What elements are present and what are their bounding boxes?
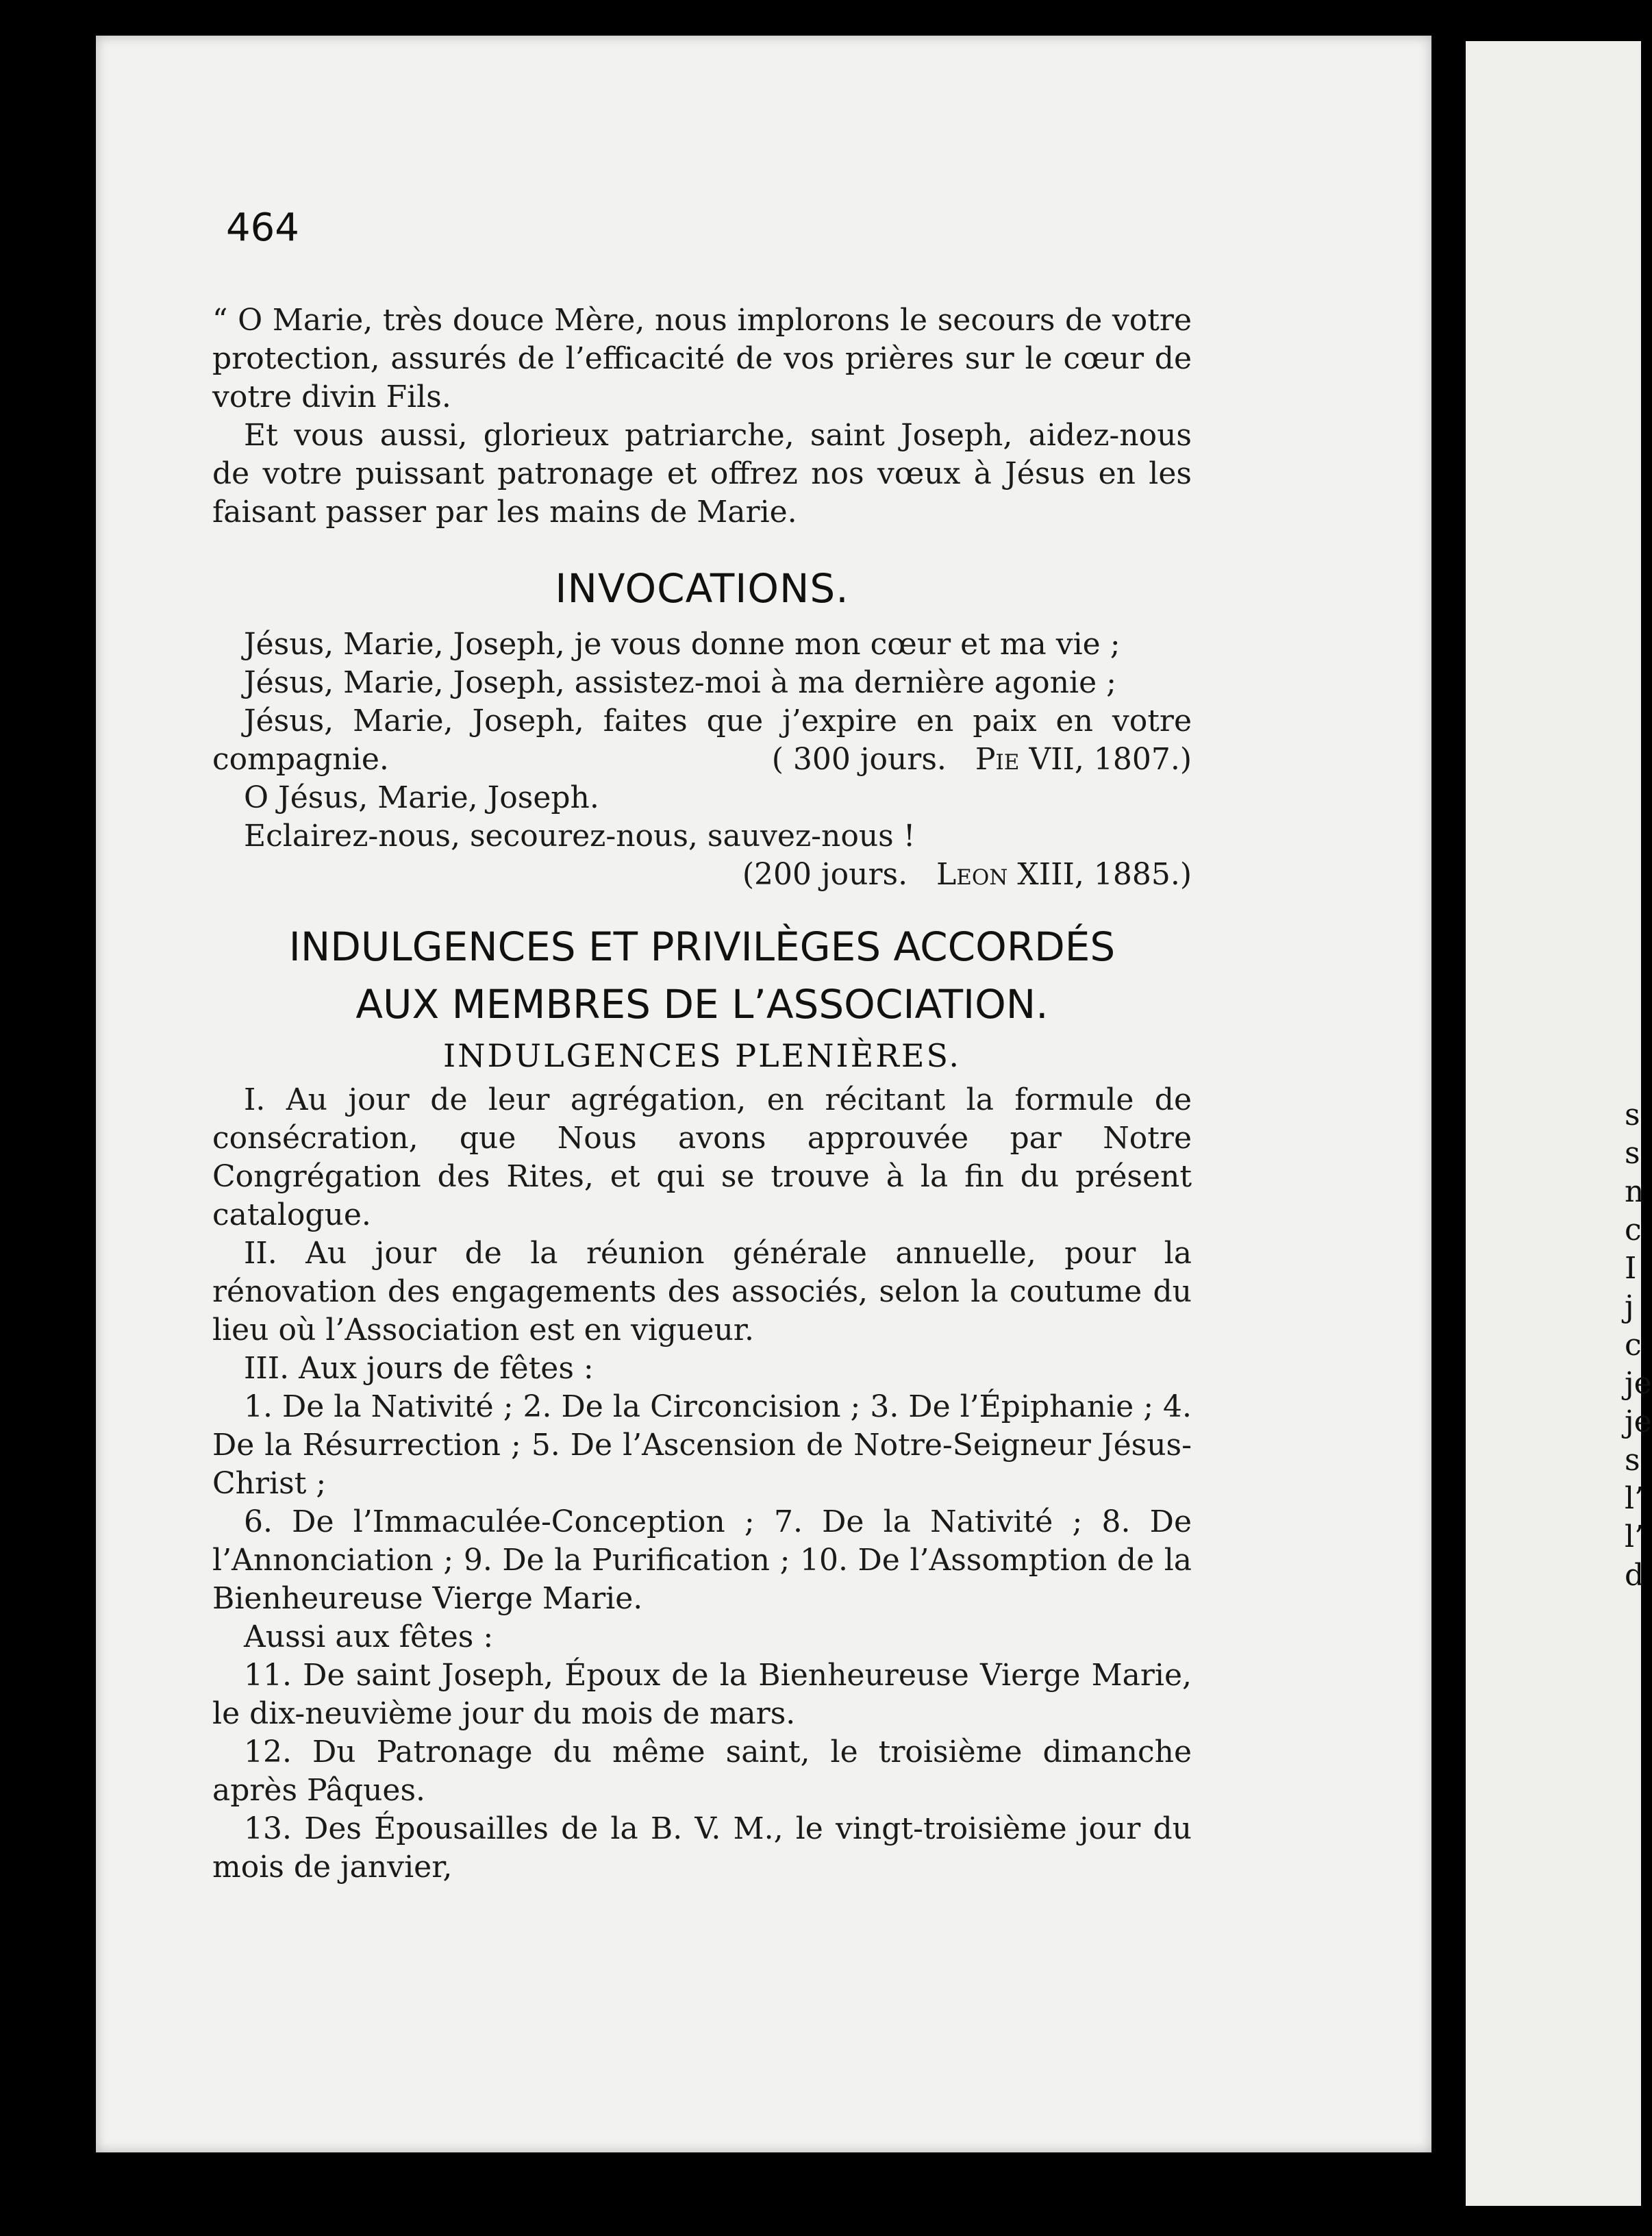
indulgences-subtitle: INDULGENCES PLENIÈRES. [443,1037,961,1074]
adjacent-page-letter: s [1625,1443,1640,1478]
adjacent-page-letters [1625,1096,1652,1595]
invocations-title: INVOCATIONS. [555,565,849,612]
indulgence-item-12: 12. Du Patronage du même saint, le troisième dimanche après Pâques. [212,1735,1192,1808]
invocation-line-3: Jésus, Marie, Joseph, faites que j’expire en paix en votre compagnie. [212,704,1192,777]
source-1-pope: Pie [975,742,1020,777]
adjacent-page-edge [1466,41,1641,2206]
prayer-paragraph-1: “ O Marie, très douce Mère, nous implorons le secours de votre protection, assurés de l’efficacité de vos prières sur le cœur de votre divin Fils. [212,303,1192,414]
invocation-line-4: O Jésus, Marie, Joseph. [244,780,599,815]
adjacent-page-letter: d [1625,1558,1644,1593]
prayer-section [212,301,1192,532]
source-1-days: ( 300 jours. [771,742,947,777]
adjacent-page-letter: s [1625,1097,1640,1132]
invocations-section [212,565,1192,894]
prayer-paragraph-2: Et vous aussi, glorieux patriarche, saint Joseph, aidez-nous de votre puissant patronage et offrez nos vœux à Jésus en les faisant passer par les mains de Marie. [212,418,1192,530]
indulgence-item-13: 13. Des Épousailles de la B. V. M., le vingt-troisième jour du mois de janvier, [212,1811,1192,1885]
source-1-rest: VII, 1807.) [1019,742,1192,777]
invocation-source-2 [212,856,1192,894]
adjacent-page-letter: je [1625,1404,1652,1439]
adjacent-page-letter: c [1625,1328,1642,1363]
indulgence-item-1: I. Au jour de leur agrégation, en récitant la formule de consécration, que Nous avons approuvée par Notre Congrégation des Rites, et qui se trouve à la fin du présent catalogue. [212,1082,1192,1232]
indulgences-title-line-2: AUX MEMBRES DE L’ASSOCIATION. [355,981,1049,1028]
adjacent-page-letter: s [1625,1136,1640,1171]
indulgence-item-3: III. Aux jours de fêtes : [244,1351,594,1386]
indulgences-section [212,918,1192,1887]
adjacent-page-letter: l’ [1625,1481,1644,1516]
adjacent-page-letter: n [1625,1174,1644,1209]
invocation-line-5: Eclairez-nous, secourez-nous, sauvez-nous ! [244,819,916,854]
indulgence-item-3b: 6. De l’Immaculée-Conception ; 7. De la Nativité ; 8. De l’Annonciation ; 9. De la Purification ; 10. De l’Assomption de la Bienheureuse Vierge Marie. [212,1504,1192,1616]
source-2-rest: XIII, 1885.) [1008,857,1192,892]
adjacent-page-letter: l’ [1625,1519,1644,1554]
adjacent-page-letter: j [1625,1289,1634,1324]
page-number: 464 [226,206,299,250]
source-2-days: (200 jours. [742,857,908,892]
indulgence-item-11: 11. De saint Joseph, Époux de la Bienheureuse Vierge Marie, le dix-neuvième jour du mois de mars. [212,1658,1192,1731]
indulgences-title-line-1: INDULGENCES ET PRIVILÈGES ACCORDÉS [288,923,1116,970]
indulgence-also: Aussi aux fêtes : [244,1619,494,1654]
invocation-line-1: Jésus, Marie, Joseph, je vous donne mon cœur et ma vie ; [244,627,1121,662]
adjacent-page-letter: je [1625,1366,1652,1401]
indulgence-item-2: II. Au jour de la réunion générale annuelle, pour la rénovation des engagements des associés, selon la coutume du lieu où l’Association est en vigueur. [212,1236,1192,1347]
adjacent-page-letter: c [1625,1213,1642,1247]
invocation-line-2: Jésus, Marie, Joseph, assistez-moi à ma dernière agonie ; [244,665,1116,700]
adjacent-page-letter: I [1625,1251,1637,1286]
indulgence-item-3a: 1. De la Nativité ; 2. De la Circoncision ; 3. De l’Épiphanie ; 4. De la Résurrection ; 5. De l’Ascension de Notre-Seigneur Jésus-Christ ; [212,1389,1192,1501]
source-2-pope: Leon [936,857,1008,892]
